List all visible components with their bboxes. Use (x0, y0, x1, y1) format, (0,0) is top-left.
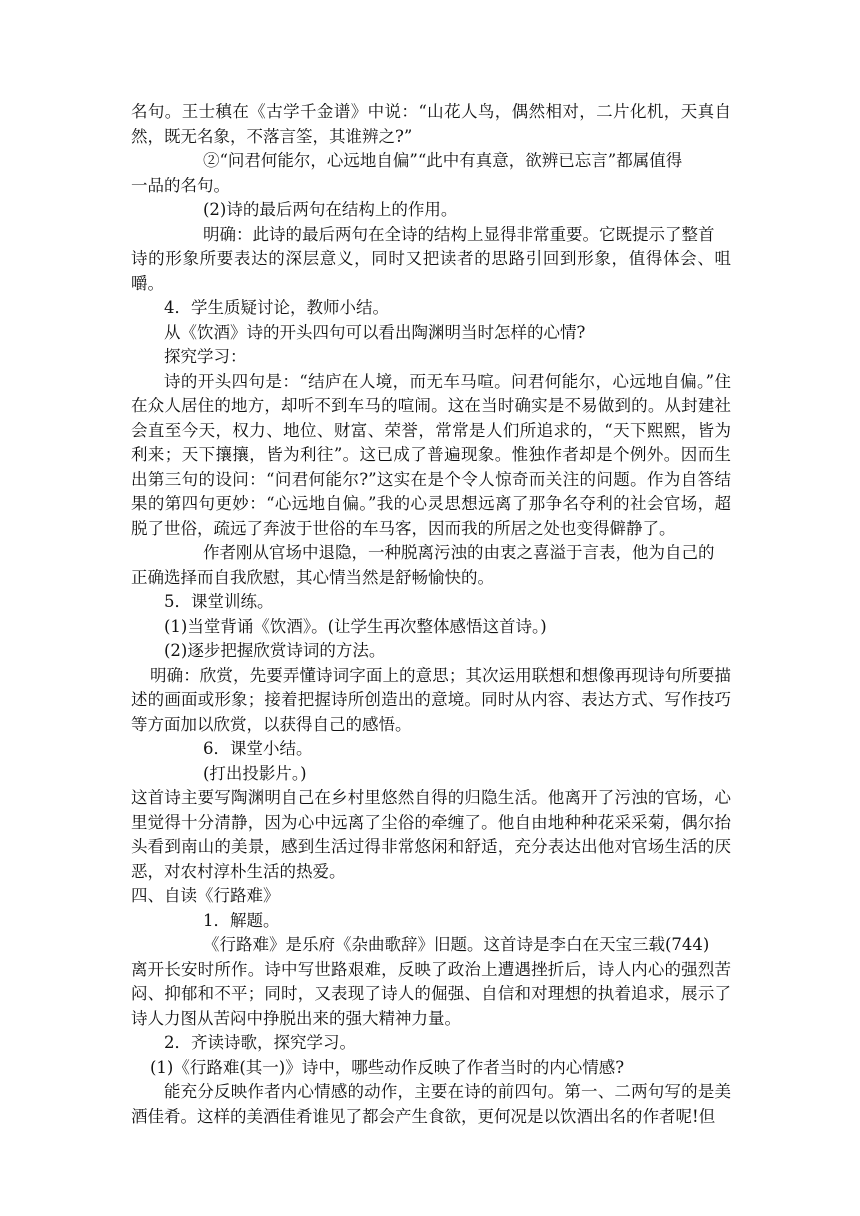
paragraph: 名句。王士稹在《古学千金谱》中说：“山花人鸟，偶然相对，二片化机，天真自然，既无名象，不落言筌，其谁辨之?” (131, 102, 731, 146)
paragraph: 5．课堂训练。 (164, 592, 274, 611)
paragraph: 1．解题。 (203, 910, 280, 930)
paragraph: 4．学生质疑讨论，教师小结。 (164, 298, 389, 317)
paragraph: 作者刚从官场中退隐，一种脱离污浊的由衷之喜溢于言表，他为自己的 (203, 543, 715, 562)
paragraph: 这首诗主要写陶渊明自己在乡村里悠然自得的归隐生活。他离开了污浊的官场，心里觉得十分清静，因为心中远离了尘俗的牵缠了。他自由地种种花采采菊，偶尔抬头看到南山的美景，感到生活过得非常悠闲和舒适，充分表达出他对官场生活的厌恶，对农村淳朴生活的热爱。 (131, 788, 731, 881)
paragraph: (1)当堂背诵《饮酒》。(让学生再次整体感悟这首诗。) (164, 616, 547, 636)
paragraph: 6．课堂小结。 (203, 739, 313, 758)
document-body (131, 100, 731, 1129)
paragraph: 离开长安时所作。诗中写世路艰难，反映了政治上遭遇挫折后，诗人内心的强烈苦闷、抑郁和不平；同时，又表现了诗人的倔强、自信和对理想的执着追求，展示了诗人力图从苦闷中挣脱出来的强大精神力量。 (131, 959, 731, 1028)
paragraph: 探究学习： (164, 347, 247, 366)
paragraph: 明确：此诗的最后两句在全诗的结构上显得非常重要。它既提示了整首 (203, 224, 715, 244)
paragraph: (1)《行路难(其一)》诗中，哪些动作反映了作者当时的内心情感? (150, 1057, 625, 1077)
paragraph: 《行路难》是乐府《杂曲歌辞》旧题。这首诗是李白在天宝三载(744) (203, 935, 710, 954)
paragraph: (2)诗的最后两句在结构上的作用。 (203, 200, 458, 219)
paragraph: ②“问君何能尔，心远地自偏”“此中有真意，欲辨已忘言”都属值得 (203, 151, 683, 170)
paragraph: 诗的开头四句是：“结庐在人境，而无车马喧。问君何能尔，心远地自偏。”住在众人居住的地方，却听不到车马的喧闹。这在当时确实是不易做到的。从封建社会直至今天，权力、地位、财富、荣誉，常常是人们所追求的，“天下熙熙，皆为利来；天下攘攘，皆为利往”。这已成了普遍现象。惟独作者却是个例外。因而生出第三句的设问：“问君何能尔?”这实在是个令人惊奇而关注的问题。作为自答结果的第四句更妙：“心远地自偏。”我的心灵思想远离了那争名夺利的社会官场，超脱了世俗，疏远了奔波于世俗的车马客，因而我的所居之处也变得僻静了。 (131, 371, 731, 538)
paragraph: 明确：欣赏，先要弄懂诗词字面上的意思；其次运用联想和想像再现诗句所要描述的画面或形象；接着把握诗所创造出的意境。同时从内容、表达方式、写作技巧等方面加以欣赏，以获得自己的感悟。 (131, 665, 731, 734)
paragraph: 能充分反映作者内心情感的动作，主要在诗的前四句。第一、二两句写的是美酒佳肴。这样的美酒佳肴谁见了都会产生食欲，更何况是以饮酒出名的作者呢!但 (131, 1082, 731, 1126)
paragraph: 诗的形象所要表达的深层意义，同时又把读者的思路引回到形象，值得体会、咀嚼。 (131, 249, 731, 293)
paragraph: 正确选择而自我欣慰，其心情当然是舒畅愉快的。 (131, 567, 494, 587)
paragraph: 一品的名句。 (131, 175, 230, 195)
paragraph: 2．齐读诗歌，探究学习。 (164, 1033, 356, 1052)
paragraph: (打出投影片。) (203, 763, 307, 783)
paragraph: 从《饮酒》诗的开头四句可以看出陶渊明当时怎样的心情? (164, 322, 586, 342)
paragraph: (2)逐步把握欣赏诗词的方法。 (164, 641, 386, 660)
section-heading: 四、自读《行路难》 (131, 886, 280, 905)
